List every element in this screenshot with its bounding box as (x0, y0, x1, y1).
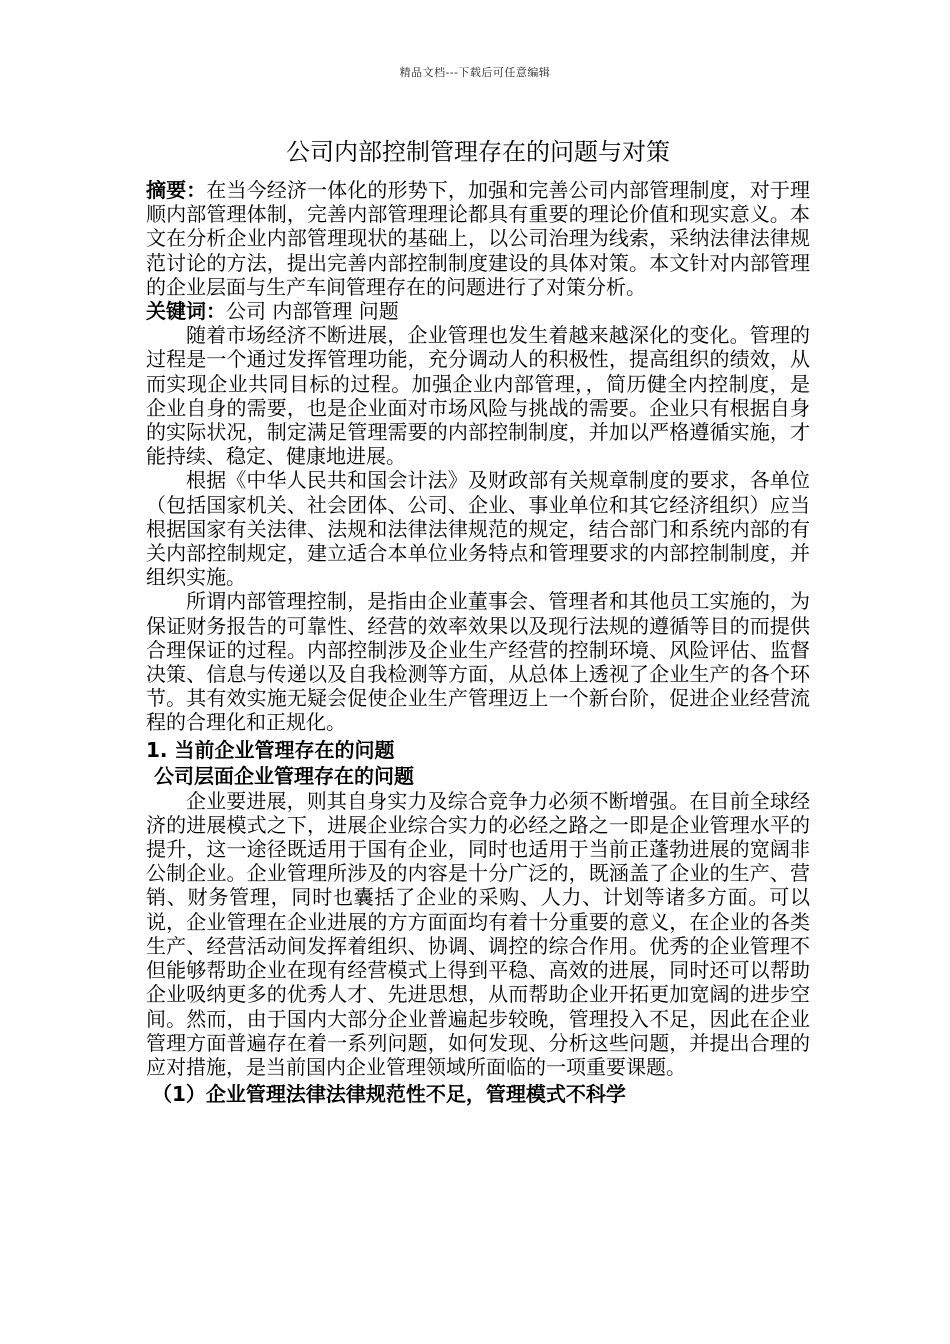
body-paragraph: 所谓内部管理控制，是指由企业董事会、管理者和其他员工实施的，为保证财务报告的可靠性、经营的效率效果以及现行法规的遵循等目的而提供合理保证的过程。内部控制涉及企业生产经营的控制环境、风险评估、监督决策、信息与传递以及自我检测等方面，从总体上透视了企业生产的各个环节。其有效实施无疑会促使企业生产管理迈上一个新台阶，促进企业经营流程的合理化和正规化。 (146, 589, 810, 735)
abstract-text: 在当今经济一体化的形势下，加强和完善公司内部管理制度，对于理顺内部管理体制，完善内部管理理论都具有重要的理论价值和现实意义。本文在分析企业内部管理现状的基础上，以公司治理为线索，采纳法律法律规范讨论的方法，提出完善内部控制制度建设的具体对策。本文针对内部管理的企业层面与生产车间管理存在的问题进行了对策分析。 (146, 178, 810, 299)
keywords (146, 299, 810, 323)
header-note: 精品文档---下载后可任意编辑 (399, 66, 551, 79)
body-paragraph: 随着市场经济不断进展，企业管理也发生着越来越深化的变化。管理的过程是一个通过发挥管理功能，充分调动人的积极性，提高组织的绩效，从而实现企业共同目标的过程。加强企业内部管理，，简历健全内控制度，是企业自身的需要，也是企业面对市场风险与挑战的需要。企业只有根据自身的实际状况，制定满足管理需要的内部控制制度，并加以严格遵循实施，才能持续、稳定、健康地进展。 (146, 323, 810, 469)
subsection-heading: 公司层面企业管理存在的问题 (154, 763, 414, 788)
abstract-label: 摘要： (146, 178, 207, 202)
keywords-text: 公司 内部管理 问题 (226, 299, 399, 324)
section-heading: 1. 当前企业管理存在的问题 (146, 737, 395, 762)
document-body (146, 128, 810, 1109)
body-paragraph: 企业要进展，则其自身实力及综合竞争力必须不断增强。在目前全球经济的进展模式之下，进展企业综合实力的必经之路之一即是企业管理水平的提升，这一途径既适用于国有企业，同时也适用于当前正蓬勃进展的宽阔非公制企业。企业管理所涉及的内容是十分广泛的，既涵盖了企业的生产、营销、财务管理，同时也囊括了企业的采购、人力、计划等诸多方面。可以说，企业管理在企业进展的方方面面均有着十分重要的意义，在企业的各类生产、经营活动间发挥着组织、协调、调控的综合作用。优秀的企业管理不但能够帮助企业在现有经营模式上得到平稳、高效的进展，同时还可以帮助企业吸纳更多的优秀人才、先进思想，从而帮助企业开拓更加宽阔的进步空间。然而，由于国内大部分企业普遍起步较晚，管理投入不足，因此在企业管理方面普遍存在着一系列问题，如何发现、分析这些问题，并提出合理的应对措施，是当前国内企业管理领域所面临的一项重要课题。 (146, 788, 810, 1079)
point-heading: （1）企业管理法律法律规范性不足，管理模式不科学 (152, 1082, 626, 1107)
abstract (146, 178, 810, 299)
document-title: 公司内部控制管理存在的问题与对策 (286, 138, 670, 166)
body-paragraph: 根据《中华人民共和国会计法》及财政部有关规章制度的要求，各单位（包括国家机关、社会团体、公司、企业、事业单位和其它经济组织）应当根据国家有关法律、法规和法律法律规范的规定，结合部门和系统内部的有关内部控制规定，建立适合本单位业务特点和管理要求的内部控制制度，并组织实施。 (146, 468, 810, 590)
keywords-label: 关键词： (146, 299, 226, 324)
